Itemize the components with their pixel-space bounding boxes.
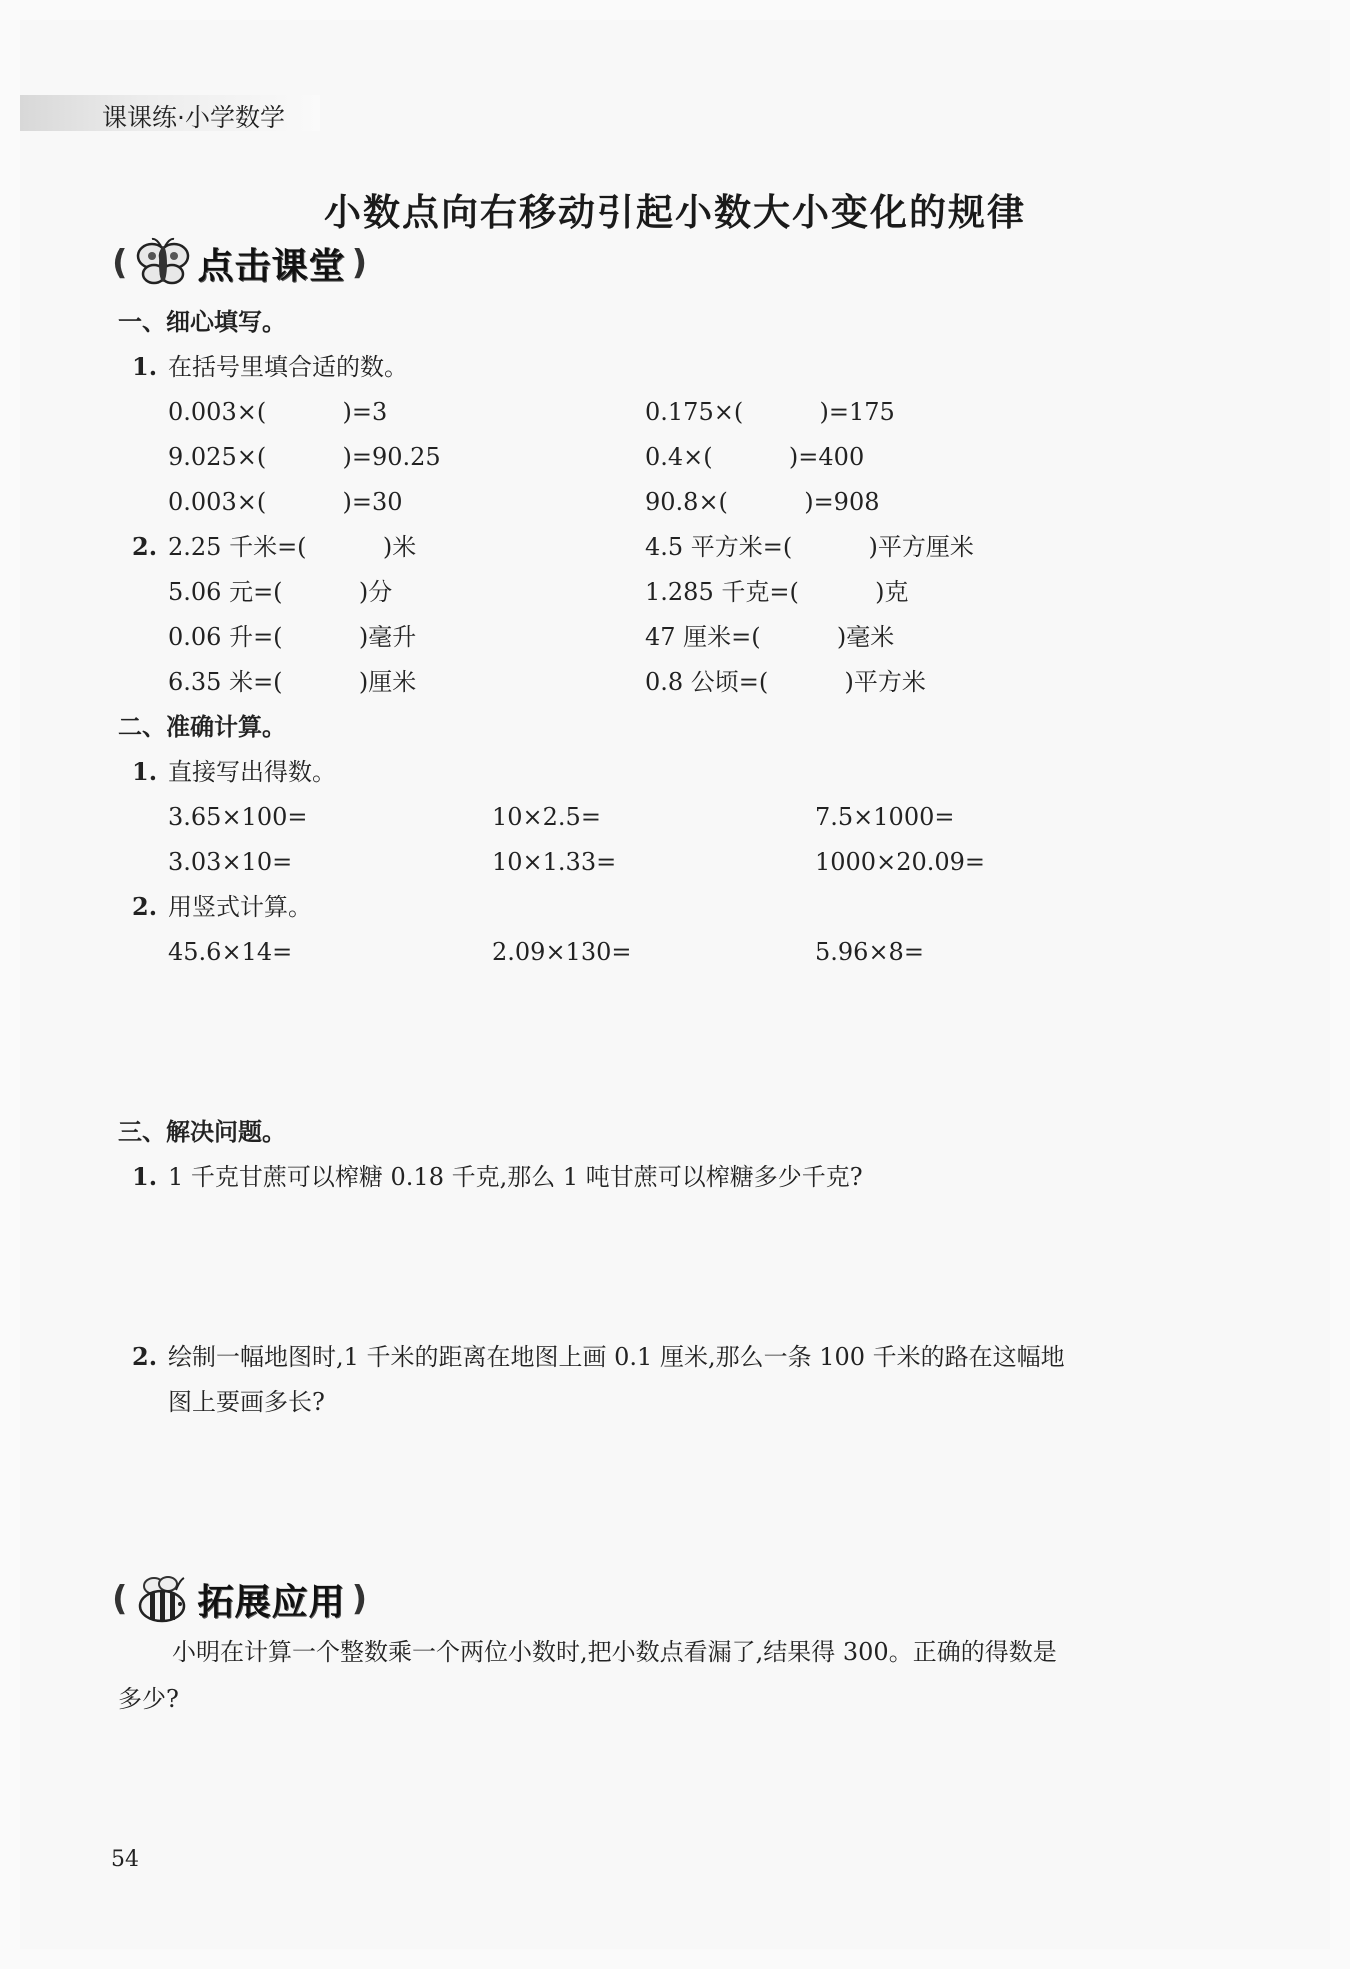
section-label: 点击课堂 xyxy=(197,245,346,287)
calc-item: 10×2.5= xyxy=(492,803,601,831)
q-number: 2. xyxy=(132,1342,158,1371)
right-bracket-icon: ) xyxy=(351,243,368,283)
unit-item: 6.35 米=( )厘米 xyxy=(168,668,417,696)
left-bracket-icon: ( xyxy=(112,243,128,283)
left-bracket-icon: ( xyxy=(112,1579,128,1619)
part3-heading: 三、解决问题。 xyxy=(118,1118,286,1146)
fill-item: 0.003×( )=30 xyxy=(168,488,403,516)
calc-item: 7.5×1000= xyxy=(815,803,955,831)
question-text: 用竖式计算。 xyxy=(168,893,312,921)
butterfly-icon xyxy=(132,236,194,290)
unit-item: 4.5 平方米=( )平方厘米 xyxy=(645,533,974,561)
book-header: 课课练·小学数学 xyxy=(102,103,285,132)
question-text: 1 千克甘蔗可以榨糖 0.18 千克,那么 1 吨甘蔗可以榨糖多少千克? xyxy=(168,1163,863,1191)
unit-item: 0.06 升=( )毫升 xyxy=(168,623,417,651)
q-number: 1. xyxy=(132,757,158,786)
fill-item: 0.4×( )=400 xyxy=(645,443,865,471)
part1-heading: 一、细心填写。 xyxy=(118,308,286,336)
page-number: 54 xyxy=(111,1847,139,1872)
unit-item: 0.8 公顷=( )平方米 xyxy=(645,668,926,696)
q-number: 2. xyxy=(132,532,158,561)
vertical-calc-item: 2.09×130= xyxy=(492,938,632,966)
bee-icon xyxy=(132,1572,194,1626)
fill-item: 90.8×( )=908 xyxy=(645,488,880,516)
fill-item: 9.025×( )=90.25 xyxy=(168,443,441,471)
fill-item: 0.003×( )=3 xyxy=(168,398,388,426)
calc-item: 3.65×100= xyxy=(168,803,308,831)
question-text: 直接写出得数。 xyxy=(168,758,336,786)
extension-text: 多少? xyxy=(118,1685,179,1713)
q-number: 1. xyxy=(132,352,158,381)
question-text: 在括号里填合适的数。 xyxy=(168,353,408,381)
unit-item: 1.285 千克=( )克 xyxy=(645,578,909,606)
extension-text: 小明在计算一个整数乘一个两位小数时,把小数点看漏了,结果得 300。正确的得数是 xyxy=(172,1638,1057,1666)
unit-item: 47 厘米=( )毫米 xyxy=(645,623,895,651)
section-banner-extension xyxy=(112,1572,367,1626)
vertical-calc-item: 5.96×8= xyxy=(815,938,924,966)
calc-item: 1000×20.09= xyxy=(815,848,986,876)
unit-item: 5.06 元=( )分 xyxy=(168,578,393,606)
part2-heading: 二、准确计算。 xyxy=(118,713,286,741)
section-banner-classroom xyxy=(112,236,367,290)
calc-item: 3.03×10= xyxy=(168,848,293,876)
question-text: 图上要画多长? xyxy=(168,1388,325,1416)
section-label: 拓展应用 xyxy=(197,1581,346,1623)
right-bracket-icon: ) xyxy=(351,1579,368,1619)
question-text: 绘制一幅地图时,1 千米的距离在地图上画 0.1 厘米,那么一条 100 千米的路在这幅地 xyxy=(168,1343,1065,1371)
q-number: 1. xyxy=(132,1162,158,1191)
q-number: 2. xyxy=(132,892,158,921)
calc-item: 10×1.33= xyxy=(492,848,617,876)
unit-item: 2.25 千米=( )米 xyxy=(168,533,417,561)
vertical-calc-item: 45.6×14= xyxy=(168,938,293,966)
page-title: 小数点向右移动引起小数大小变化的规律 xyxy=(324,191,1026,234)
fill-item: 0.175×( )=175 xyxy=(645,398,895,426)
